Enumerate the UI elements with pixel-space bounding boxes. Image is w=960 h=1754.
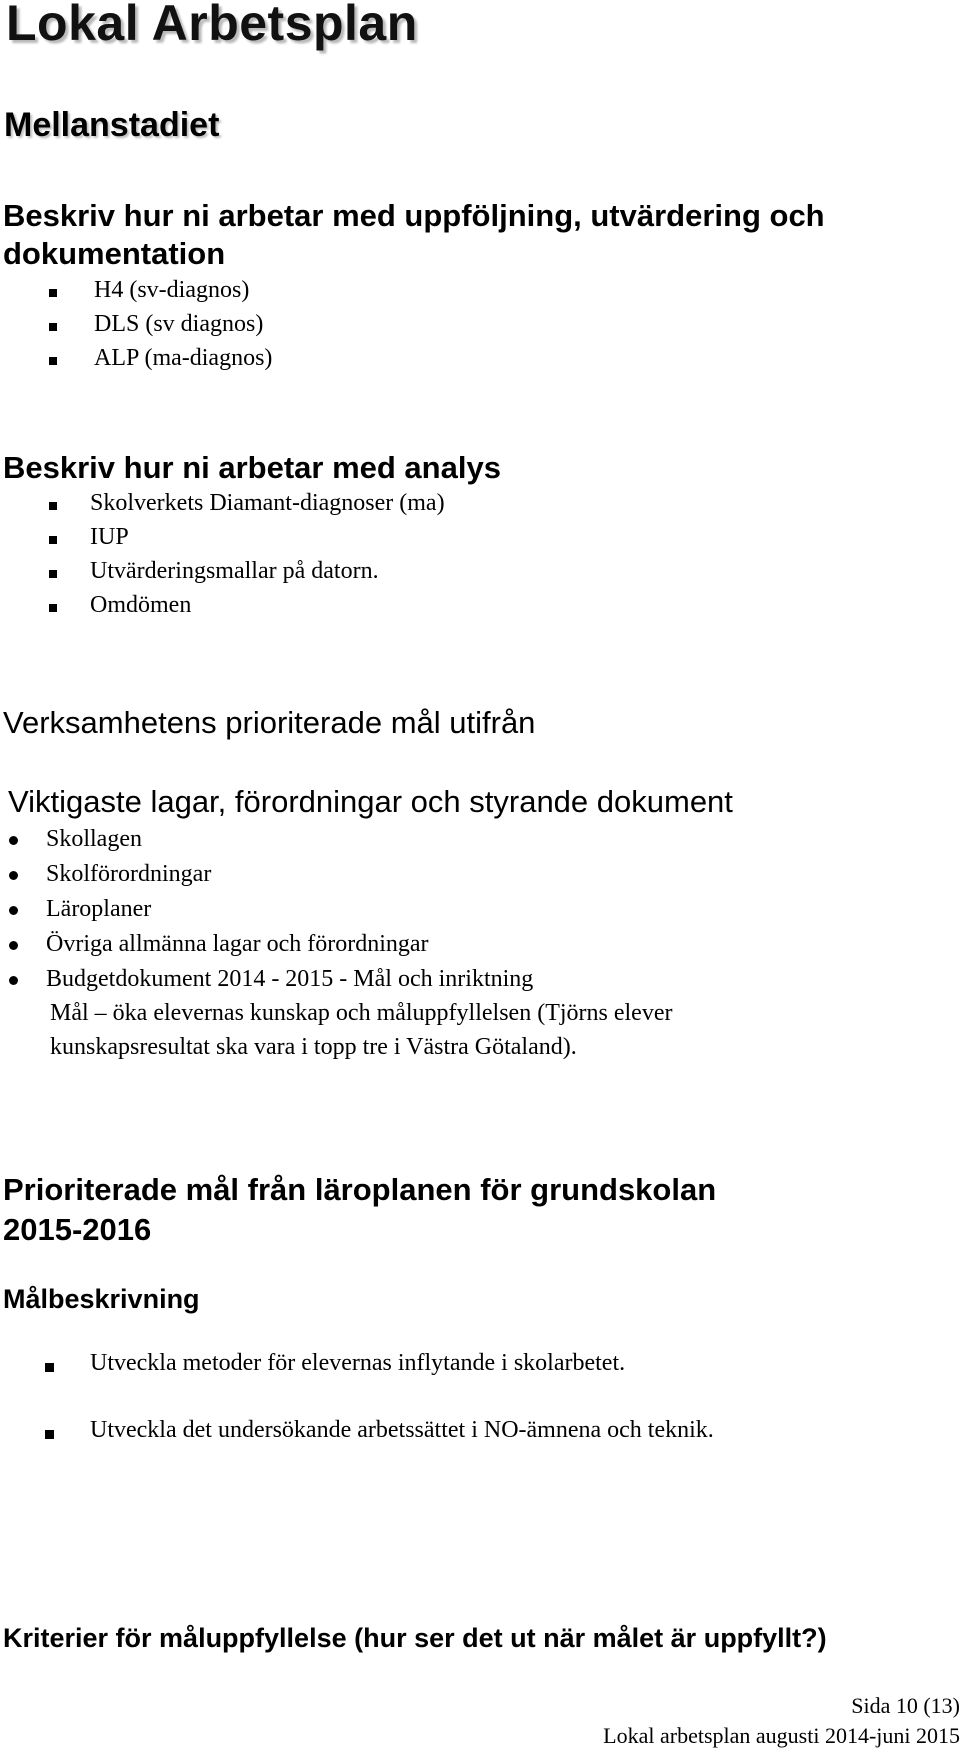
bullet-square-icon bbox=[49, 570, 57, 578]
curriculum-item: Utveckla metoder för elevernas inflytande i skolarbetet. bbox=[90, 1350, 626, 1376]
curriculum-heading-line1: Prioriterade mål från läroplanen för grundskolan bbox=[3, 1172, 717, 1207]
bullet-square-icon bbox=[49, 536, 57, 544]
laws-item: Övriga allmänna lagar och förordningar bbox=[46, 931, 429, 957]
laws-item: Skolförordningar bbox=[46, 861, 212, 887]
laws-goal-line1: Mål – öka elevernas kunskap och måluppfyllelsen (Tjörns elever bbox=[50, 1000, 673, 1026]
analysis-item: IUP bbox=[90, 524, 129, 550]
bullet-dot-icon bbox=[9, 941, 18, 950]
bullet-square-icon bbox=[49, 357, 57, 365]
analysis-item: Omdömen bbox=[90, 592, 192, 618]
page-subtitle: Mellanstadiet bbox=[4, 106, 220, 144]
analysis-heading: Beskriv hur ni arbetar med analys bbox=[3, 450, 501, 485]
curriculum-heading-line2: 2015-2016 bbox=[3, 1212, 152, 1247]
bullet-dot-icon bbox=[9, 871, 18, 880]
analysis-item: Utvärderingsmallar på datorn. bbox=[90, 558, 379, 584]
laws-item: Läroplaner bbox=[46, 896, 152, 922]
laws-item: Budgetdokument 2014 - 2015 - Mål och inriktning bbox=[46, 966, 534, 992]
bullet-square-icon bbox=[45, 1430, 54, 1439]
followup-heading-line1: Beskriv hur ni arbetar med uppföljning, utvärdering och bbox=[3, 198, 825, 233]
followup-item: DLS (sv diagnos) bbox=[94, 311, 264, 337]
bullet-square-icon bbox=[49, 502, 57, 510]
bullet-dot-icon bbox=[9, 906, 18, 915]
laws-item: Skollagen bbox=[46, 826, 142, 852]
curriculum-item: Utveckla det undersökande arbetssättet i NO-ämnena och teknik. bbox=[90, 1417, 714, 1443]
footer-document-name: Lokal arbetsplan augusti 2014-juni 2015 bbox=[603, 1723, 960, 1748]
curriculum-subheading: Målbeskrivning bbox=[3, 1284, 200, 1314]
analysis-item: Skolverkets Diamant-diagnoser (ma) bbox=[90, 490, 445, 516]
bullet-dot-icon bbox=[9, 976, 18, 985]
bullet-dot-icon bbox=[9, 836, 18, 845]
followup-item: ALP (ma-diagnos) bbox=[94, 345, 273, 371]
followup-item: H4 (sv-diagnos) bbox=[94, 277, 250, 303]
page-title: Lokal Arbetsplan bbox=[6, 0, 418, 51]
bullet-square-icon bbox=[45, 1363, 54, 1372]
laws-goal-line2: kunskapsresultat ska vara i topp tre i Västra Götaland). bbox=[50, 1034, 577, 1060]
bullet-square-icon bbox=[49, 604, 57, 612]
priorities-heading: Verksamhetens prioriterade mål utifrån bbox=[3, 705, 536, 740]
bullet-square-icon bbox=[49, 289, 57, 297]
followup-heading-line2: dokumentation bbox=[3, 236, 226, 271]
laws-heading: Viktigaste lagar, förordningar och styrande dokument bbox=[8, 784, 733, 819]
criteria-heading: Kriterier för måluppfyllelse (hur ser det ut när målet är uppfyllt?) bbox=[3, 1623, 827, 1653]
footer-page-number: Sida 10 (13) bbox=[851, 1693, 960, 1718]
bullet-square-icon bbox=[49, 323, 57, 331]
